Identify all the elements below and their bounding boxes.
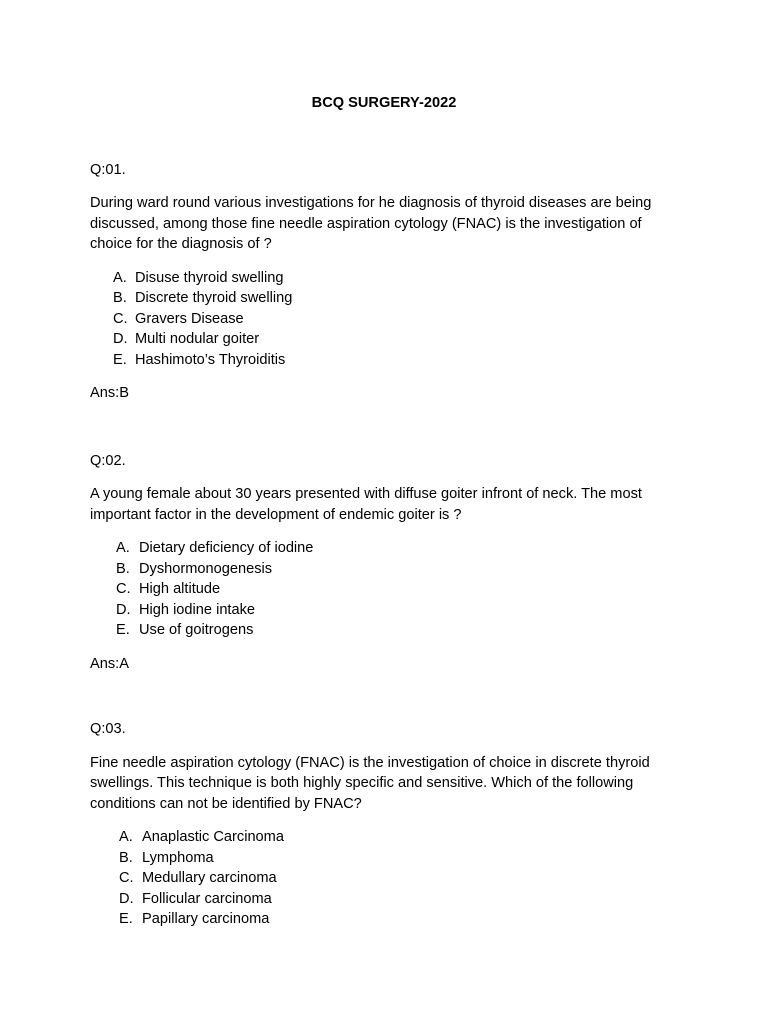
option-c bbox=[90, 868, 672, 889]
document-title: BCQ SURGERY-2022 bbox=[311, 95, 457, 111]
option-a bbox=[90, 827, 672, 848]
question-number: Q:01. bbox=[90, 161, 126, 178]
option-letter: D. bbox=[116, 601, 131, 618]
question-text: During ward round various investigations for he diagnosis of thyroid diseases are being discussed, among those fine needle aspiration cytology (FNAC) is the investigation of choice for the diagnosis of ? bbox=[90, 195, 652, 252]
option-text: Lymphoma bbox=[142, 849, 214, 866]
options-list bbox=[90, 538, 672, 641]
option-letter: C. bbox=[116, 581, 131, 597]
option-letter: E. bbox=[116, 622, 130, 638]
option-text: Discrete thyroid swelling bbox=[135, 290, 293, 306]
option-e bbox=[90, 620, 672, 641]
option-text: Multi nodular goiter bbox=[135, 331, 260, 347]
option-text: Papillary carcinoma bbox=[142, 911, 270, 927]
options-list bbox=[90, 268, 672, 371]
option-a bbox=[90, 538, 672, 559]
answer: Ans:A bbox=[90, 655, 129, 672]
option-text: Hashimoto’s Thyroiditis bbox=[135, 351, 286, 368]
option-letter: B. bbox=[116, 560, 130, 577]
option-letter: E. bbox=[119, 911, 133, 927]
question-number: Q:02. bbox=[90, 452, 126, 469]
option-a bbox=[90, 268, 672, 289]
option-e bbox=[90, 909, 672, 930]
option-c bbox=[90, 309, 672, 330]
option-text: Disuse thyroid swelling bbox=[135, 269, 284, 286]
question-3 bbox=[90, 719, 672, 930]
option-letter: A. bbox=[116, 540, 130, 556]
option-b bbox=[90, 288, 672, 309]
option-text: Use of goitrogens bbox=[139, 622, 254, 638]
option-letter: B. bbox=[119, 849, 133, 866]
options-list bbox=[90, 827, 672, 930]
option-text: High altitude bbox=[139, 581, 221, 597]
option-letter: C. bbox=[113, 310, 128, 327]
option-text: Medullary carcinoma bbox=[142, 870, 277, 886]
option-c bbox=[90, 579, 672, 600]
option-letter: A. bbox=[113, 269, 127, 286]
option-letter: C. bbox=[119, 870, 134, 886]
option-e bbox=[90, 350, 672, 371]
option-b bbox=[90, 848, 672, 869]
option-text: Follicular carcinoma bbox=[142, 890, 272, 907]
option-letter: D. bbox=[113, 331, 128, 347]
option-b bbox=[90, 559, 672, 580]
answer: Ans:B bbox=[90, 385, 129, 401]
option-text: High iodine intake bbox=[139, 601, 256, 618]
option-d bbox=[90, 600, 672, 621]
option-text: Gravers Disease bbox=[135, 310, 244, 327]
question-number: Q:03. bbox=[90, 721, 126, 737]
option-letter: B. bbox=[113, 290, 127, 306]
option-letter: A. bbox=[119, 829, 133, 845]
option-letter: D. bbox=[119, 890, 134, 907]
option-text: Dietary deficiency of iodine bbox=[139, 540, 314, 556]
option-letter: E. bbox=[113, 351, 127, 368]
question-2 bbox=[90, 451, 672, 675]
question-1 bbox=[90, 160, 672, 404]
option-text: Dyshormonogenesis bbox=[139, 560, 273, 577]
question-text: A young female about 30 years presented with diffuse goiter infront of neck. The most important factor in the development of endemic goiter is ? bbox=[90, 486, 642, 523]
question-text: Fine needle aspiration cytology (FNAC) is the investigation of choice in discrete thyroid swellings. This technique is both highly specific and sensitive. Which of the following conditions can not be identified by FNAC? bbox=[90, 754, 650, 812]
option-text: Anaplastic Carcinoma bbox=[142, 829, 284, 845]
option-d bbox=[90, 329, 672, 350]
option-d bbox=[90, 889, 672, 910]
